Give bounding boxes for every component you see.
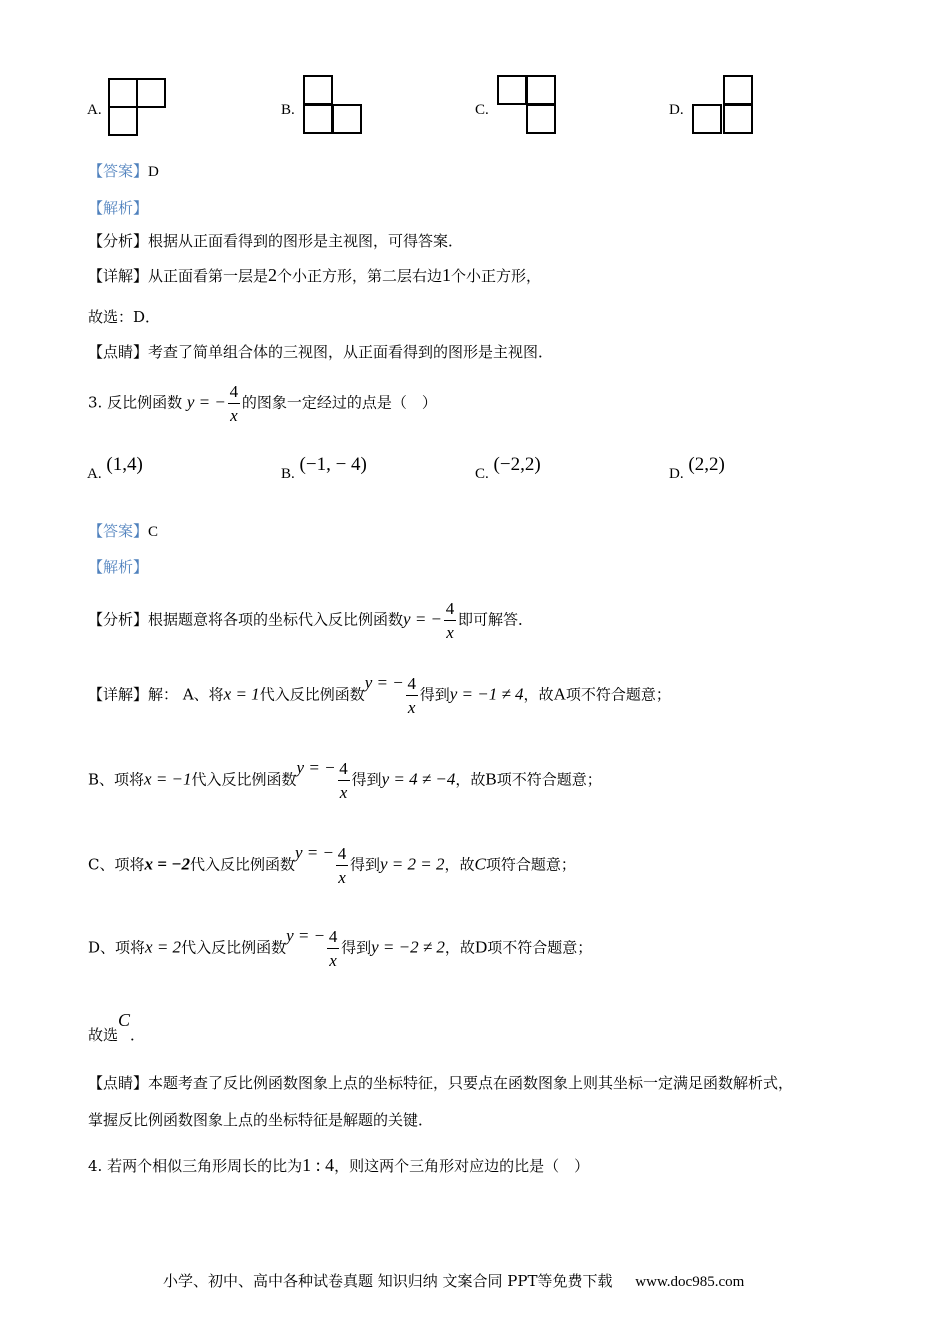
q3-option-a: A. (1,4) bbox=[87, 454, 143, 482]
q2-option-b-label: B. bbox=[281, 102, 295, 118]
q2-option-a-label: A. bbox=[87, 102, 102, 118]
q2-comment: 【点睛】考查了简单组合体的三视图，从正面看得到的图形是主视图． bbox=[88, 343, 554, 361]
q3-detail-line-a: 【详解】解： A、将x = 1代入反比例函数y = − $\frac{4}{x}$ 得到y = −1 ≠ 4，故A项不符合题意； bbox=[88, 672, 671, 717]
q3-option-c: C. (−2,2) bbox=[475, 454, 541, 482]
answer-value: D bbox=[148, 164, 159, 180]
footer-text: 小学、初中、高中各种试卷真题 知识归纳 文案合同 PPT等免费下载 bbox=[163, 1272, 613, 1290]
page-footer bbox=[163, 1270, 744, 1291]
answer-tag: 【答案】 bbox=[88, 522, 149, 540]
answer-value: C bbox=[148, 524, 159, 540]
q3-comment-line-1: 【点睛】本题考查了反比例函数图象上点的坐标特征，只要点在函数图象上则其坐标一定满足函数解析式， bbox=[88, 1074, 794, 1092]
q2-detail: 【详解】从正面看第一层是2个小正方形，第二层右边1个小正方形， bbox=[88, 265, 542, 285]
q3-stem: 3. 反比例函数 y = − $\frac{4}{x}$ 的图象一定经过的点是（ ） bbox=[88, 382, 437, 425]
footer-site-link[interactable]: www.doc985.com bbox=[635, 1274, 745, 1290]
answer-tag: 【答案】 bbox=[88, 162, 149, 180]
q3-answer bbox=[88, 520, 158, 541]
q3-detail-line-d: D、项将x = 2代入反比例函数y = − $\frac{4}{x}$ 得到y = −2 ≠ 2，故D项不符合题意； bbox=[88, 925, 593, 970]
q3-detail-line-c: C、项将x = −2代入反比例函数y = − $\frac{4}{x}$ 得到y = 2 = 2，故C项符合题意； bbox=[88, 842, 576, 887]
q3-fenxi: 【分析】根据题意将各项的坐标代入反比例函数y = − $\frac{4}{x}$ 即可解答． bbox=[88, 599, 534, 642]
q2-choose: 故选：D． bbox=[88, 308, 161, 326]
q3-option-b: B. (−1, − 4) bbox=[281, 454, 367, 482]
q3-detail-line-b: B、项将x = −1代入反比例函数y = − $\frac{4}{x}$ 得到y = 4 ≠ −4，故B项不符合题意； bbox=[88, 757, 602, 802]
q3-option-d: D. (2,2) bbox=[669, 454, 725, 482]
q2-fenxi: 【分析】根据从正面看得到的图形是主视图，可得答案． bbox=[88, 232, 464, 250]
q3-comment-line-2: 掌握反比例函数图象上点的坐标特征是解题的关键． bbox=[88, 1111, 434, 1129]
q2-analysis-tag: 【解析】 bbox=[88, 199, 149, 217]
q4-stem: 4. 若两个相似三角形周长的比为1 : 4，则这两个三角形对应边的比是（ ） bbox=[88, 1155, 590, 1175]
q3-fraction: $\frac{4}{x}$ bbox=[229, 382, 239, 425]
q2-answer bbox=[88, 160, 159, 181]
q2-option-d-label: D. bbox=[669, 102, 684, 118]
q2-option-c-label: C. bbox=[475, 102, 489, 118]
q3-analysis-tag: 【解析】 bbox=[88, 558, 149, 576]
q3-choose: 故选C． bbox=[88, 1010, 146, 1044]
